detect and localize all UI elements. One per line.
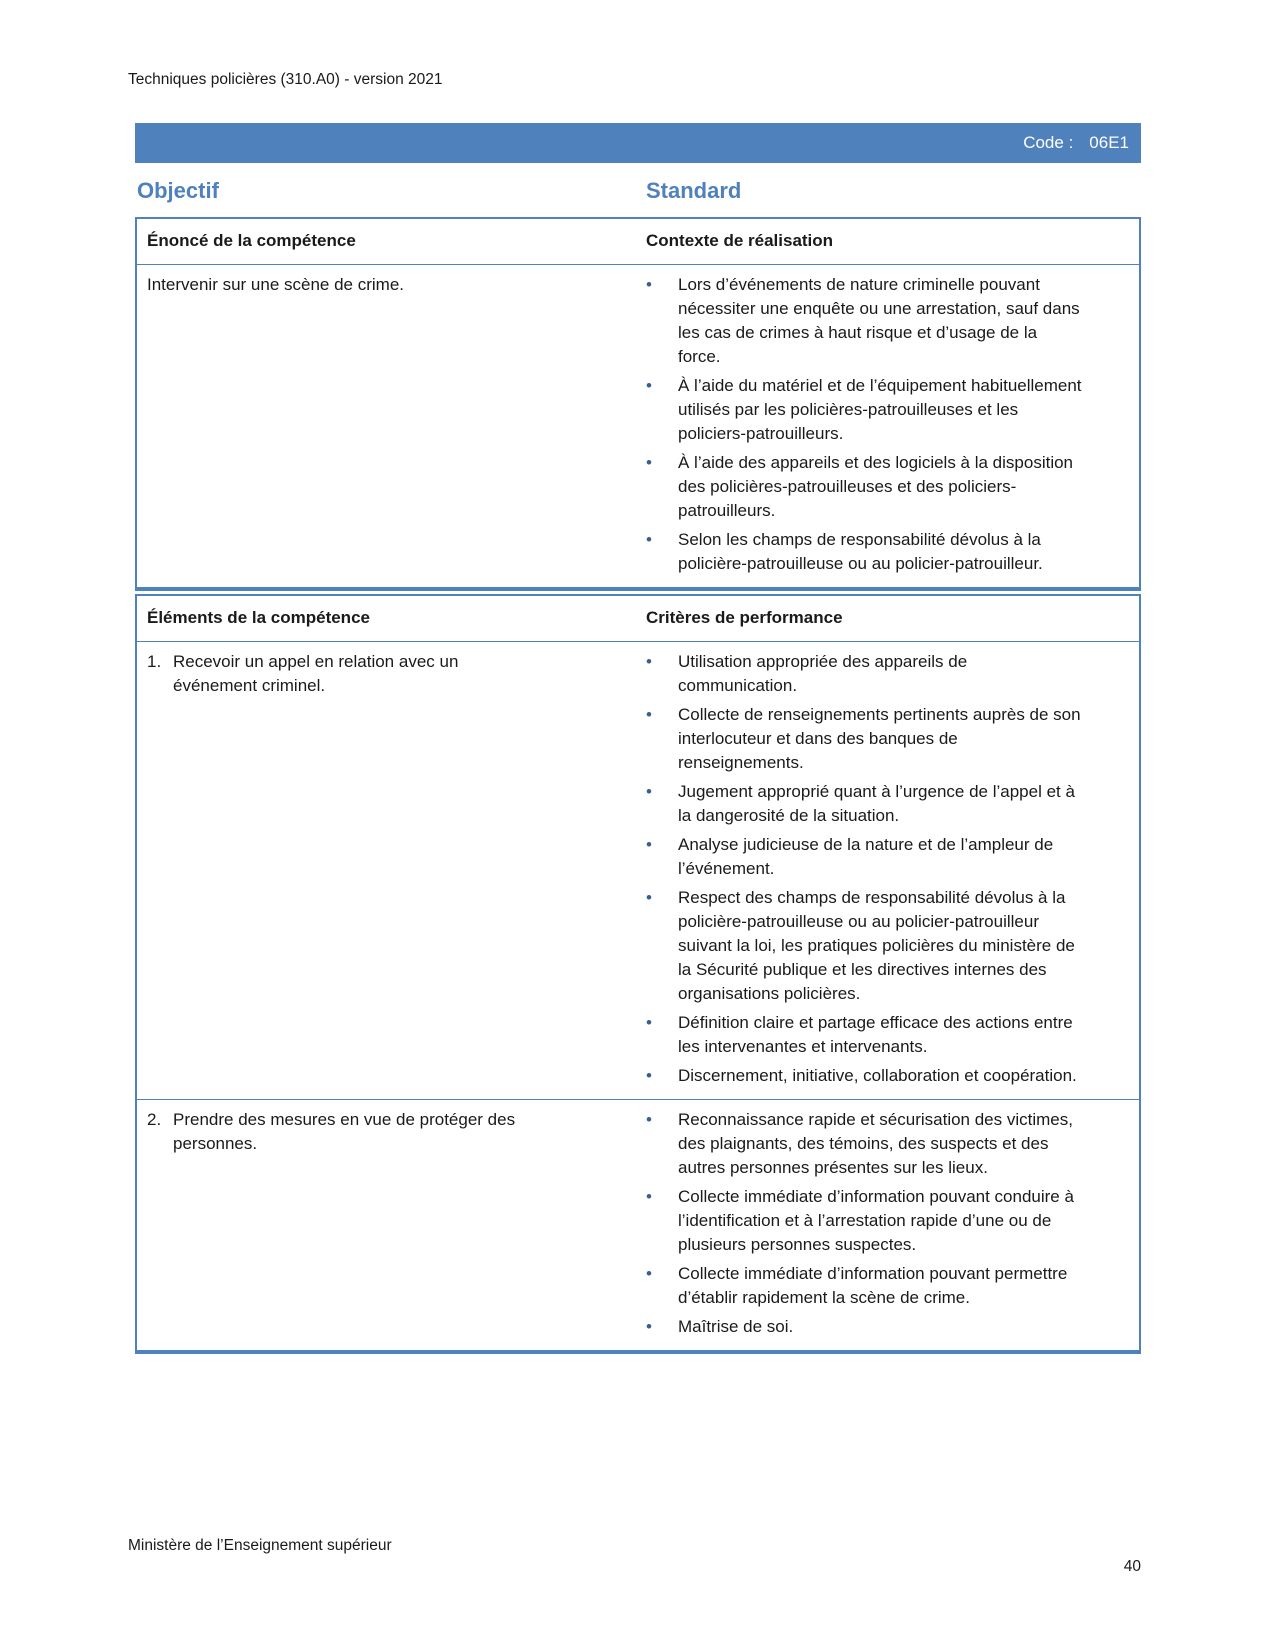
list-item: • À l’aide du matériel et de l’équipement habituellement utilisés par les policières-patrouilleuses et les policiers-patrouilleurs. (646, 374, 1083, 446)
bullet-icon: • (646, 1317, 652, 1336)
element-number: 2. (147, 1110, 162, 1129)
table-row (137, 642, 1139, 1099)
list-item: • Respect des champs de responsabilité dévolus à la policière-patrouilleuse ou au policier-patrouilleur suivant la loi, les pratiques policières du ministère de la Sécurité publique et les directives internes des organisations policières. (646, 886, 1083, 1006)
element-2 (137, 1108, 646, 1339)
list-item: • Collecte immédiate d’information pouvant conduire à l’identification et à l’arrestation rapide d’une ou de plusieurs personnes suspectes. (646, 1185, 1083, 1257)
list-item: • Reconnaissance rapide et sécurisation des victimes, des plaignants, des témoins, des suspects et des autres personnes présentes sur les lieux. (646, 1108, 1083, 1180)
list-item: • Définition claire et partage efficace des actions entre les intervenantes et intervenants. (646, 1011, 1083, 1059)
document-footer: Ministère de l’Enseignement supérieur (128, 1537, 392, 1554)
section-headings (135, 178, 1141, 208)
element-text: Prendre des mesures en vue de protéger des personnes. (173, 1110, 516, 1153)
bullet-icon: • (646, 1013, 652, 1032)
list-item: • À l’aide des appareils et des logiciels à la disposition des policières-patrouilleuses et des policiers-patrouilleurs. (646, 451, 1083, 523)
list-item: • Maîtrise de soi. (646, 1315, 1083, 1339)
list-item: • Collecte immédiate d’information pouvant permettre d’établir rapidement la scène de crime. (646, 1262, 1083, 1310)
bullet-icon: • (646, 376, 652, 395)
bullet-icon: • (646, 782, 652, 801)
objectif-standard-table (135, 217, 1141, 591)
table2-header-right: Critères de performance (646, 608, 843, 627)
code-banner (135, 123, 1141, 163)
document-header-title: Techniques policières (310.A0) - version 2021 (128, 71, 443, 88)
table1-header-left: Énoncé de la compétence (147, 231, 356, 250)
list-item: • Jugement approprié quant à l’urgence de l’appel et à la dangerosité de la situation. (646, 780, 1083, 828)
page-number: 40 (1123, 1558, 1141, 1575)
criteres-bullet-list (646, 650, 1139, 1088)
table2-header-left: Éléments de la compétence (147, 608, 370, 627)
bullet-icon: • (646, 1066, 652, 1085)
table-row (137, 265, 1139, 587)
bullet-icon: • (646, 530, 652, 549)
list-item: • Selon les champs de responsabilité dévolus à la policière-patrouilleuse ou au policier-patrouilleur. (646, 528, 1083, 576)
bullet-icon: • (646, 705, 652, 724)
bullet-icon: • (646, 652, 652, 671)
objectif-heading: Objectif (137, 178, 219, 203)
table-row (137, 1099, 1139, 1350)
list-item: • Collecte de renseignements pertinents auprès de son interlocuteur et dans des banques de renseignements. (646, 703, 1083, 775)
criteres-bullet-list (646, 1108, 1139, 1339)
code-label: Code : (1023, 133, 1074, 152)
bullet-icon: • (646, 453, 652, 472)
list-item: • Analyse judicieuse de la nature et de l’ampleur de l’événement. (646, 833, 1083, 881)
table1-header-right: Contexte de réalisation (646, 231, 834, 250)
element-number: 1. (147, 652, 162, 671)
elements-criteres-table (135, 594, 1141, 1354)
bullet-icon: • (646, 1110, 652, 1129)
bullet-icon: • (646, 1187, 652, 1206)
competence-statement: Intervenir sur une scène de crime. (147, 275, 405, 294)
bullet-icon: • (646, 275, 652, 294)
table1-header-row (137, 219, 1139, 265)
element-text: Recevoir un appel en relation avec un événement criminel. (173, 652, 459, 695)
table2-header-row (137, 596, 1139, 642)
bullet-icon: • (646, 1264, 652, 1283)
list-item: • Discernement, initiative, collaboration et coopération. (646, 1064, 1083, 1088)
list-item: • Lors d’événements de nature criminelle pouvant nécessiter une enquête ou une arrestation, sauf dans les cas de crimes à haut risque et d’usage de la force. (646, 273, 1083, 369)
contexte-bullet-list (646, 273, 1139, 576)
bullet-icon: • (646, 835, 652, 854)
bullet-icon: • (646, 888, 652, 907)
list-item: • Utilisation appropriée des appareils de communication. (646, 650, 1083, 698)
code-value: 06E1 (1089, 133, 1129, 152)
element-1 (137, 650, 646, 1088)
standard-heading: Standard (646, 178, 742, 203)
